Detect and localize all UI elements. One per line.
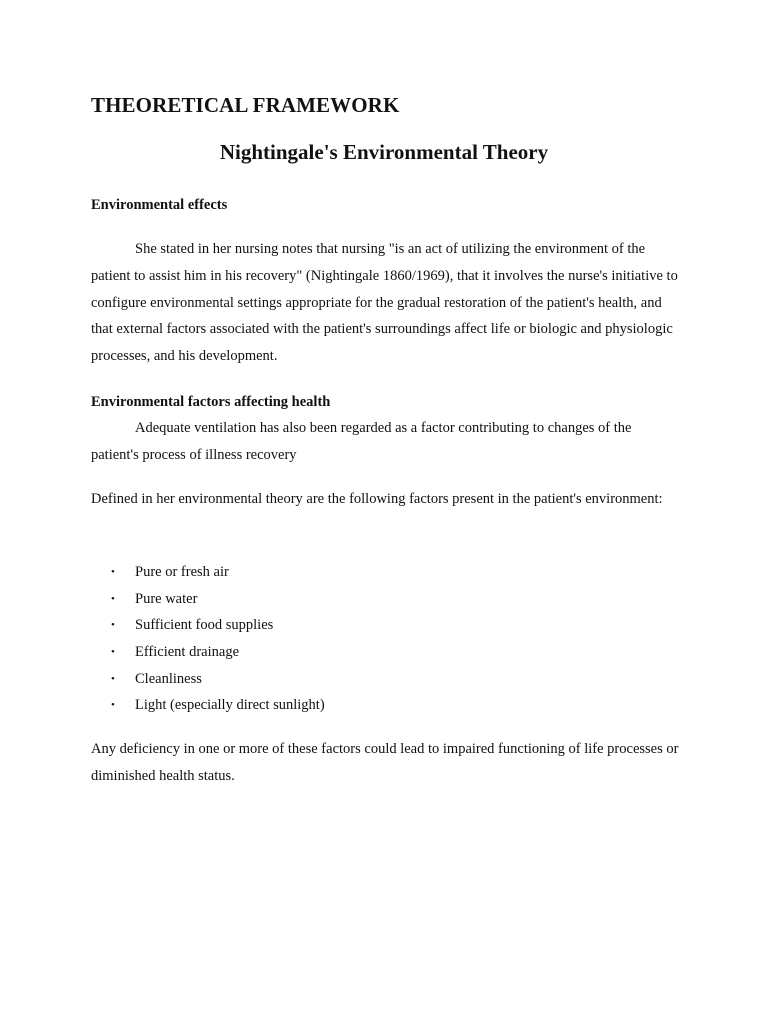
factors-intro-paragraph: Defined in her environmental theory are the following factors present in the patient's environment:: [91, 491, 663, 507]
ventilation-paragraph: Adequate ventilation has also been regarded as a factor contributing to changes of the patient's process of illness recovery: [91, 420, 632, 463]
document-title: THEORETICAL FRAMEWORK: [91, 93, 400, 117]
conclusion-paragraph: Any deficiency in one or more of these factors could lead to impaired functioning of life processes or diminished health status.: [91, 741, 679, 784]
bullet-icon: •: [111, 672, 115, 685]
list-item: [91, 559, 325, 586]
list-item: [91, 639, 325, 666]
document-subtitle: Nightingale's Environmental Theory: [219, 140, 549, 164]
list-item: [91, 666, 325, 693]
bullet-icon: •: [111, 619, 115, 632]
bullet-icon: •: [111, 646, 115, 659]
list-item: [91, 586, 325, 613]
list-item-text: Efficient drainage: [135, 644, 239, 661]
section-heading-environmental-factors: Environmental factors affecting health: [91, 394, 331, 410]
list-item-text: Pure or fresh air: [135, 564, 229, 580]
list-item: [91, 612, 325, 639]
list-item-text: Cleanliness: [135, 670, 202, 687]
list-item: [91, 692, 325, 719]
list-item-text: Light (especially direct sunlight): [135, 697, 325, 714]
bullet-icon: •: [111, 566, 115, 578]
section-heading-environmental-effects: Environmental effects: [91, 197, 228, 213]
environmental-effects-paragraph: She stated in her nursing notes that nursing "is an act of utilizing the environment of the patient to assist him in his recovery" (Nightingale 1860/1969), that it involves the nurse's initiative to configure environmental settings appropriate for the gradual restoration of the patient's health, and that external factors associated with the patient's surroundings affect life or biologic and physiologic processes, and his development.: [91, 241, 678, 365]
bullet-icon: •: [111, 699, 115, 712]
bullet-icon: •: [111, 592, 115, 605]
list-item-text: Pure water: [135, 590, 198, 607]
list-item-text: Sufficient food supplies: [135, 617, 274, 634]
environmental-factors-list: [91, 559, 325, 719]
